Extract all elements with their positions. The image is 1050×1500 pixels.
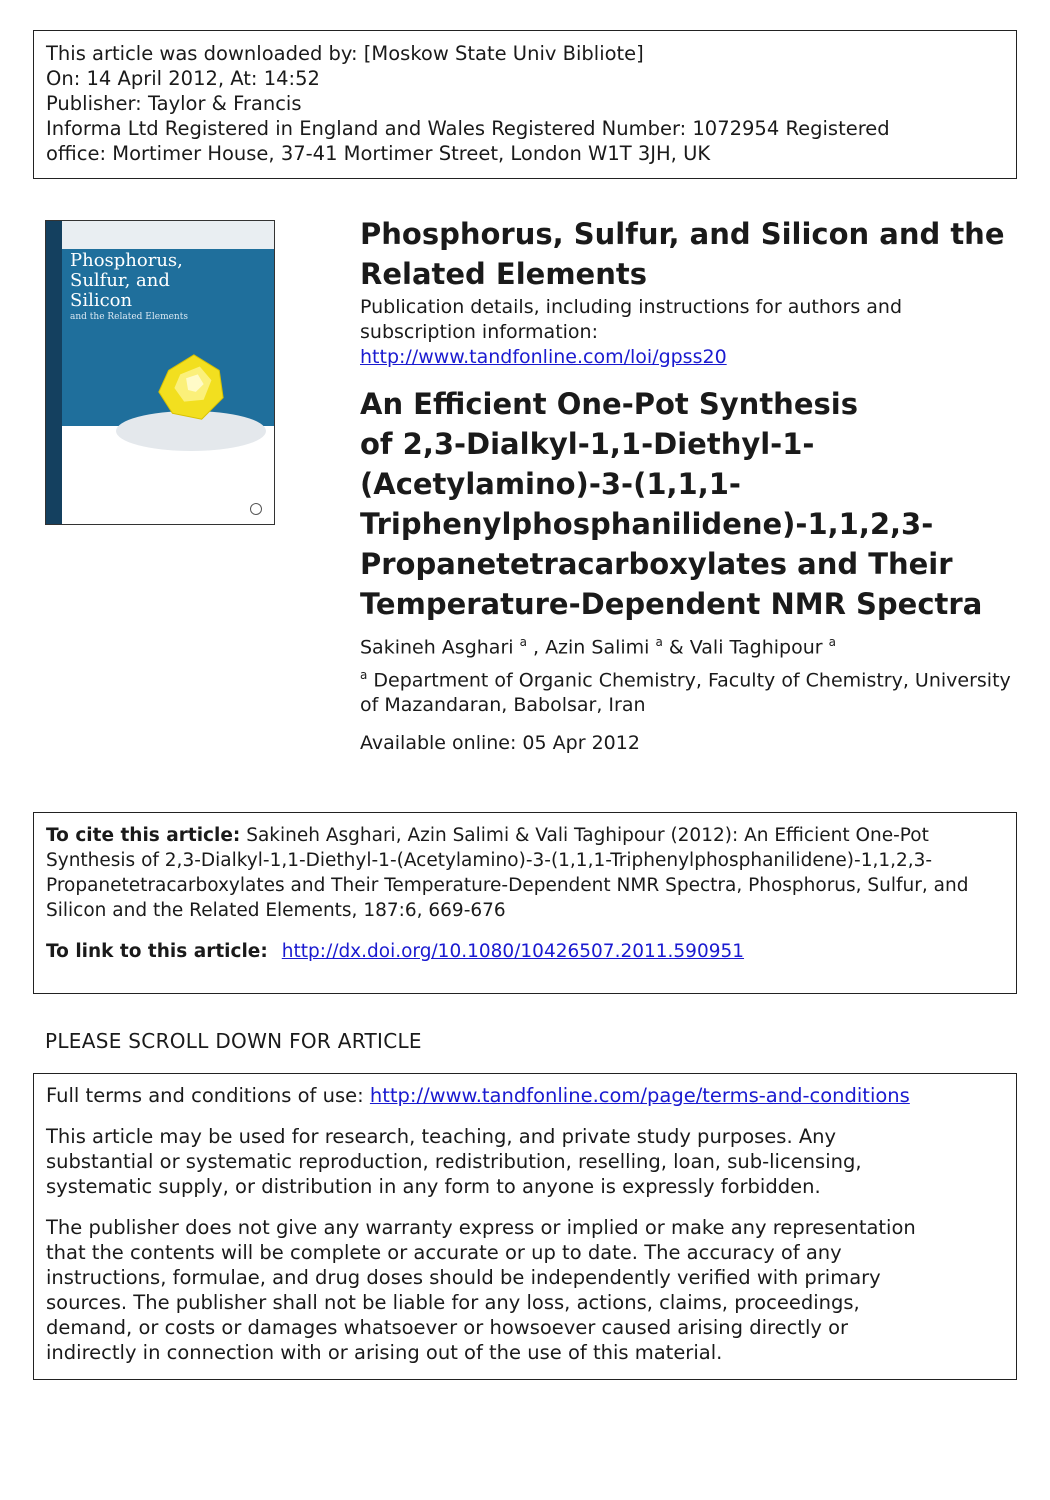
cover-band-top bbox=[62, 221, 274, 249]
download-line: On: 14 April 2012, At: 14:52 bbox=[46, 67, 320, 90]
publisher-logo-icon bbox=[250, 503, 262, 515]
author-affiliation-mark: a bbox=[655, 635, 663, 649]
author-name: Sakineh Asghari bbox=[360, 636, 514, 659]
author-name: Azin Salimi bbox=[545, 636, 650, 659]
terms-link[interactable]: http://www.tandfonline.com/page/terms-and-conditions bbox=[369, 1084, 910, 1107]
terms-paragraph: This article may be used for research, teaching, and private study purposes. Any substantial or systematic reproduction, redistribution, reselling, loan, sub-licensing, systematic supply, or distribution in any form to anyone is expressly forbidden. bbox=[46, 1125, 862, 1198]
download-line: This article was downloaded by: [Moskow State Univ Bibliote] bbox=[46, 42, 644, 65]
terms-label: Full terms and conditions of use: bbox=[46, 1084, 364, 1107]
cite-label: To cite this article: bbox=[46, 825, 241, 846]
cite-text: Synthesis of 2,3-Dialkyl-1,1-Diethyl-1-(Acetylamino)-3-(1,1,1-Triphenylphosphanilidene)-1,1,2,3- bbox=[46, 850, 933, 871]
author-separator: & bbox=[662, 636, 690, 659]
download-line: office: Mortimer House, 37-41 Mortimer Street, London W1T 3JH, UK bbox=[46, 142, 711, 165]
affiliation: $^a$ Department of Organic Chemistry, Faculty of Chemistry, University of Mazandaran, Babolsar, Iran bbox=[360, 668, 1011, 717]
affiliation-mark: a bbox=[360, 668, 368, 682]
article-link-row bbox=[46, 939, 1004, 964]
article-title: An Efficient One-Pot Synthesis of 2,3-Dialkyl-1,1-Diethyl-1- (Acetylamino)-3-(1,1,1- Triphenylphosphanilidene)-1,1,2,3- Propanetetracarboxylates and Their Temperature-Dependent NMR Spectra bbox=[360, 387, 983, 621]
terms-row bbox=[46, 1083, 1004, 1108]
available-online-date: Available online: 05 Apr 2012 bbox=[360, 732, 640, 754]
cover-spine bbox=[46, 221, 62, 524]
terms-paragraph: The publisher does not give any warranty express or implied or make any representation that the contents will be complete or accurate or up to date. The accuracy of any instructions, formulae, and drug doses should be independently verified with primary sources. The publisher shall not be liable for any loss, actions, claims, proceedings, demand, or costs or damages whatsoever or howsoever caused arising directly or indirectly in connection with or arising out of the use of this material. bbox=[46, 1216, 916, 1364]
citation-box bbox=[33, 812, 1017, 994]
author-name: Vali Taghipour bbox=[689, 636, 823, 659]
cite-text: Silicon and the Related Elements, 187:6, 669-676 bbox=[46, 900, 506, 921]
doi-link[interactable]: http://dx.doi.org/10.1080/10426507.2011.590951 bbox=[281, 941, 745, 962]
journal-title: Phosphorus, Sulfur, and Silicon and the Related Elements bbox=[360, 217, 1005, 291]
cover-title: Phosphorus, Sulfur, and Silicon bbox=[70, 250, 183, 311]
download-line: Informa Ltd Registered in England and Wales Registered Number: 1072954 Registered bbox=[46, 117, 890, 140]
link-label: To link to this article: bbox=[46, 941, 268, 962]
terms-box bbox=[33, 1073, 1017, 1380]
download-line: Publisher: Taylor & Francis bbox=[46, 92, 302, 115]
author-affiliation-mark: a bbox=[828, 635, 836, 649]
cite-text: Propanetetracarboxylates and Their Temperature-Dependent NMR Spectra, Phosphorus, Sulfur, and bbox=[46, 875, 969, 896]
author-list bbox=[360, 630, 836, 660]
cite-text: Sakineh Asghari, Azin Salimi & Vali Taghipour (2012): An Efficient One-Pot bbox=[246, 825, 929, 846]
download-notice-box bbox=[33, 30, 1017, 179]
journal-url-link[interactable]: http://www.tandfonline.com/loi/gpss20 bbox=[360, 346, 727, 368]
publication-details: Publication details, including instructions for authors and subscription information: http://www.tandfonline.com/loi/gpss20 bbox=[360, 296, 903, 368]
crystal-icon bbox=[151, 349, 229, 427]
author-separator: , bbox=[526, 636, 546, 659]
author-affiliation-mark: a bbox=[519, 635, 527, 649]
cover-subtitle: and the Related Elements bbox=[70, 312, 188, 322]
journal-cover-image bbox=[45, 220, 275, 525]
scroll-notice: PLEASE SCROLL DOWN FOR ARTICLE bbox=[45, 1029, 422, 1053]
